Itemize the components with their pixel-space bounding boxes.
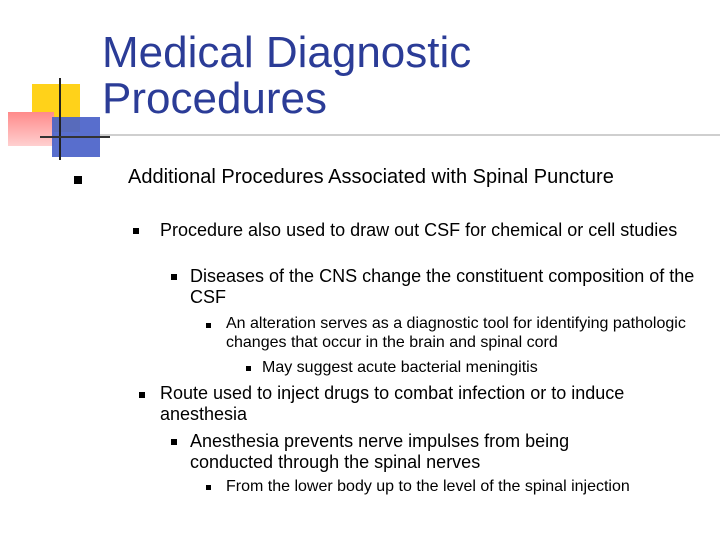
slide-title	[102, 30, 702, 122]
bullet-text: Route used to inject drugs to combat infection or to induce anesthesia	[160, 383, 625, 424]
bullet-text: Anesthesia prevents nerve impulses from being conducted through the spinal nerves	[190, 431, 570, 472]
bullet-marker	[171, 274, 177, 280]
title-underline	[100, 134, 720, 136]
bullet-text: Diseases of the CNS change the constituent composition of the CSF	[190, 266, 695, 307]
bullet-text: May suggest acute bacterial meningitis	[262, 359, 538, 376]
bullet-marker	[206, 323, 211, 328]
title-line-1: Medical Diagnostic	[102, 28, 472, 77]
bullet-text: From the lower body up to the level of the spinal injection	[226, 478, 630, 495]
logo-red-square	[8, 112, 54, 146]
bullet-text: Procedure also used to draw out CSF for chemical or cell studies	[160, 220, 678, 240]
title-line-2: Procedures	[102, 74, 328, 123]
logo-vertical-line	[59, 78, 61, 160]
bullet-marker	[246, 366, 251, 371]
bullet-marker	[74, 176, 82, 184]
bullet-marker	[133, 228, 139, 234]
bullet-marker	[139, 392, 145, 398]
bullet-marker	[171, 439, 177, 445]
bullet-text: An alteration serves as a diagnostic tool for identifying pathologic changes that occur in the brain and spinal cord	[226, 315, 686, 351]
bullet-marker	[206, 485, 211, 490]
bullet-text: Additional Procedures Associated with Spinal Puncture	[128, 166, 614, 188]
logo-horizontal-line	[40, 136, 110, 138]
